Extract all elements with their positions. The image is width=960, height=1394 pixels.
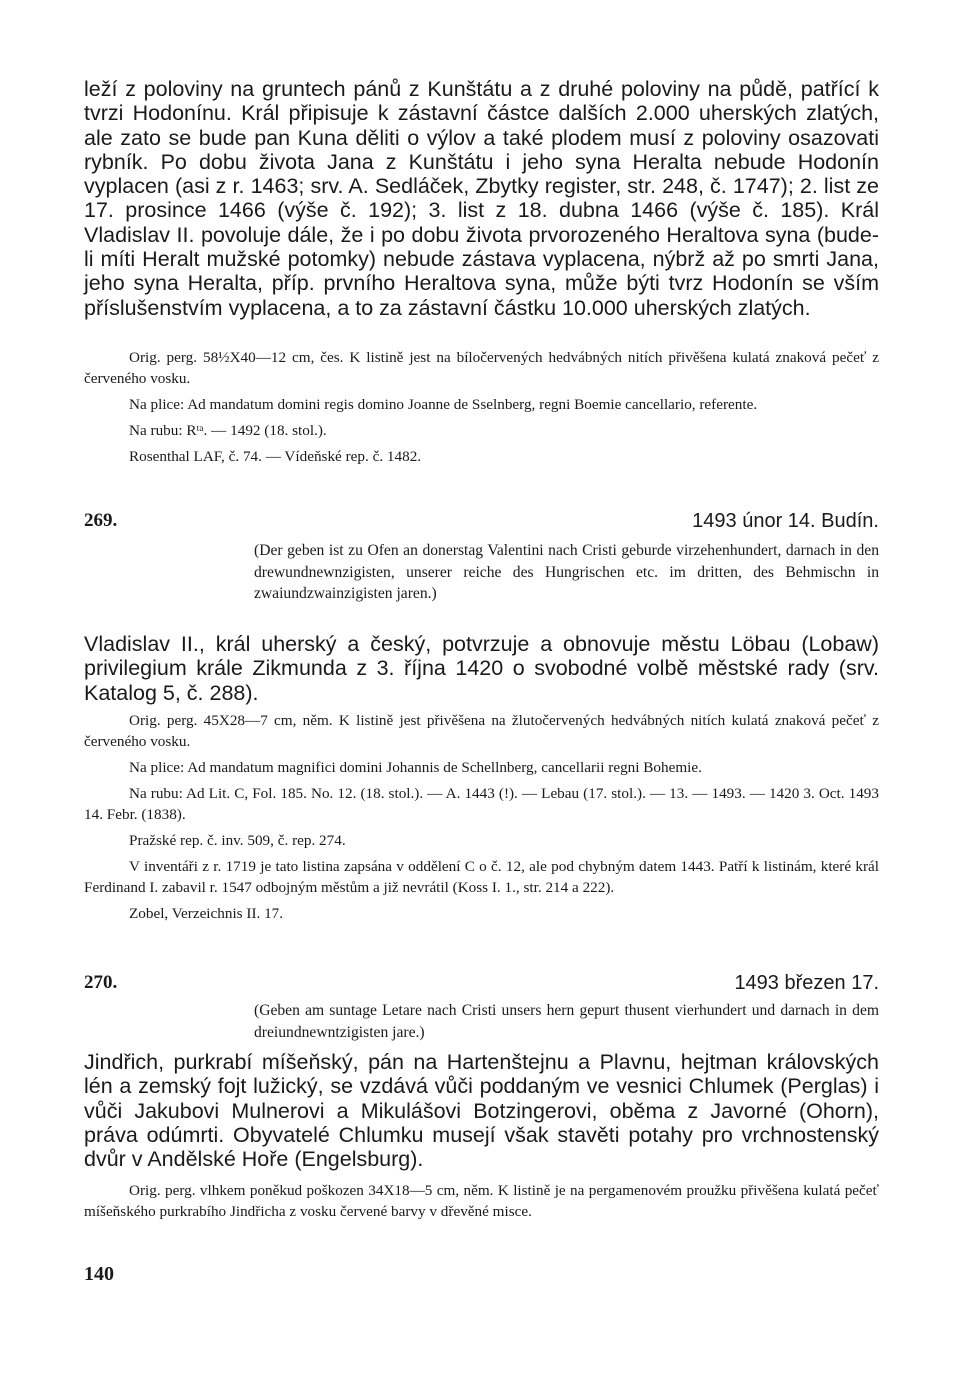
note-line: Zobel, Verzeichnis II. 17.: [129, 905, 284, 922]
entry-summary: Jindřich, purkrabí míšeňský, pán na Hartenštejnu a Plavnu, hejtman královských lén a zemský fojt lužický, se vzdává vůči poddaným ve vesnici Chlumek (Perglas) i vůči Jakubovi Mulnerovi a Mikulášovi Botzingerovi, oběma z Javorné (Ohorn), práva odúmrti. Obyvatelé Chlumku musejí však stavěti potahy pro vrchnostenský dvůr v Andělské Hoře (Engelsburg).: [84, 1050, 879, 1172]
note-line: Pražské rep. č. inv. 509, č. rep. 274.: [129, 832, 346, 849]
note-line: Orig. perg. 45X28—7 cm, něm. K listině jest přivěšena na žlutočervených hedvábných nitích kulatá znaková pečeť z červeného vosku.: [84, 712, 879, 750]
note-line: Rosenthal LAF, č. 74. — Vídeňské rep. č. 1482.: [129, 448, 422, 465]
note-line: V inventáři z r. 1719 je tato listina zapsána v oddělení C o č. 12, ale pod chybným datem 1443. Patří k listinám, které král Ferdinand I. zabavil r. 1547 odbojným městům a již nevrátil (Koss I. 1., str. 214 a 222).: [84, 858, 879, 896]
note-line: Na rubu: Ad Lit. C, Fol. 185. No. 12. (18. stol.). — A. 1443 (!). — Lebau (17. stol.). — 13. — 1493. — 1420 3. Oct. 1493 14. Febr. (1838).: [84, 785, 879, 823]
continued-summary-paragraph: leží z poloviny na gruntech pánů z Kunštátu a z druhé poloviny na půdě, patřící k tvrzi Hodonínu. Král připisuje k zástavní částce dalších 2.000 uherských zlatých, ale zato se bude pan Kuna děliti o výlov a také plodem musí z poloviny osazovati rybník. Po dobu života Jana z Kunštátu i jeho syna Heralta nebude Hodonín vyplacen (asi z r. 1463; srv. A. Sedláček, Zbytky register, str. 248, č. 1747); 2. list ze 17. prosince 1466 (výše č. 192); 3. list z 18. dubna 1466 (výše č. 185). Král Vladislav II. povoluje dále, že i po dobu života prvorozeného Heraltova syna (bude-li míti Heralt mužské potomky) nebude zástava vyplacena, nýbrž až po smrti Jana, jeho syna Heralta, příp. prvního Heraltova syna, může býti tvrz Hodonín se vším příslušenstvím vyplacena, a to za zástavní částku 10.000 uherských zlatých.: [84, 77, 879, 320]
german-date-clause: (Der geben ist zu Ofen an donerstag Valentini nach Cristi geburde virzehenhundert, darnach in den drewundnewnzigisten, unserer reiche des Hungrischen etc. im dritten, des Behmischn in zwaiundzwainzigisten jaren.): [254, 542, 879, 602]
entry-number: 269.: [84, 510, 118, 531]
note-line: Orig. perg. 58½X40—12 cm, čes. K listině jest na bíločervených hedvábných nitích přivěšena kulatá znaková pečeť z červeného vosku.: [84, 349, 879, 387]
note-line: Na plice: Ad mandatum domini regis domino Joanne de Sselnberg, regni Boemie cancellario, referente.: [129, 396, 758, 413]
note-line: Orig. perg. vlhkem poněkud poškozen 34X18—5 cm, něm. K listině je na pergamenovém proužku přivěšena kulatá pečeť míšeňského purkrabího Jindřicha z vosku červené barvy v dřevěné misce.: [84, 1182, 879, 1220]
page-number: 140: [84, 1263, 114, 1285]
german-date-clause: (Geben am suntage Letare nach Cristi unsers hern gepurt thusent vierhundert und darnach in dem dreiundnewntzigisten jare.): [254, 1002, 879, 1041]
entry-number: 270.: [84, 972, 118, 993]
notes-block-269: [84, 710, 879, 924]
entry-summary: Vladislav II., král uherský a český, potvrzuje a obnovuje městu Löbau (Lobaw) privilegium krále Zikmunda z 3. října 1420 o svobodné volbě městské rady (srv. Katalog 5, č. 288).: [84, 632, 879, 705]
notes-block-268: [84, 347, 879, 467]
entry-date: 1493 únor 14. Budín.: [692, 510, 879, 532]
note-line: Na plice: Ad mandatum magnifici domini Johannis de Schellnberg, cancellarii regni Bohemie.: [129, 759, 702, 776]
notes-block-270: [84, 1180, 879, 1222]
note-line: Na rubu: Rᵗᵃ. — 1492 (18. stol.).: [129, 422, 327, 439]
entry-date: 1493 březen 17.: [734, 972, 879, 994]
